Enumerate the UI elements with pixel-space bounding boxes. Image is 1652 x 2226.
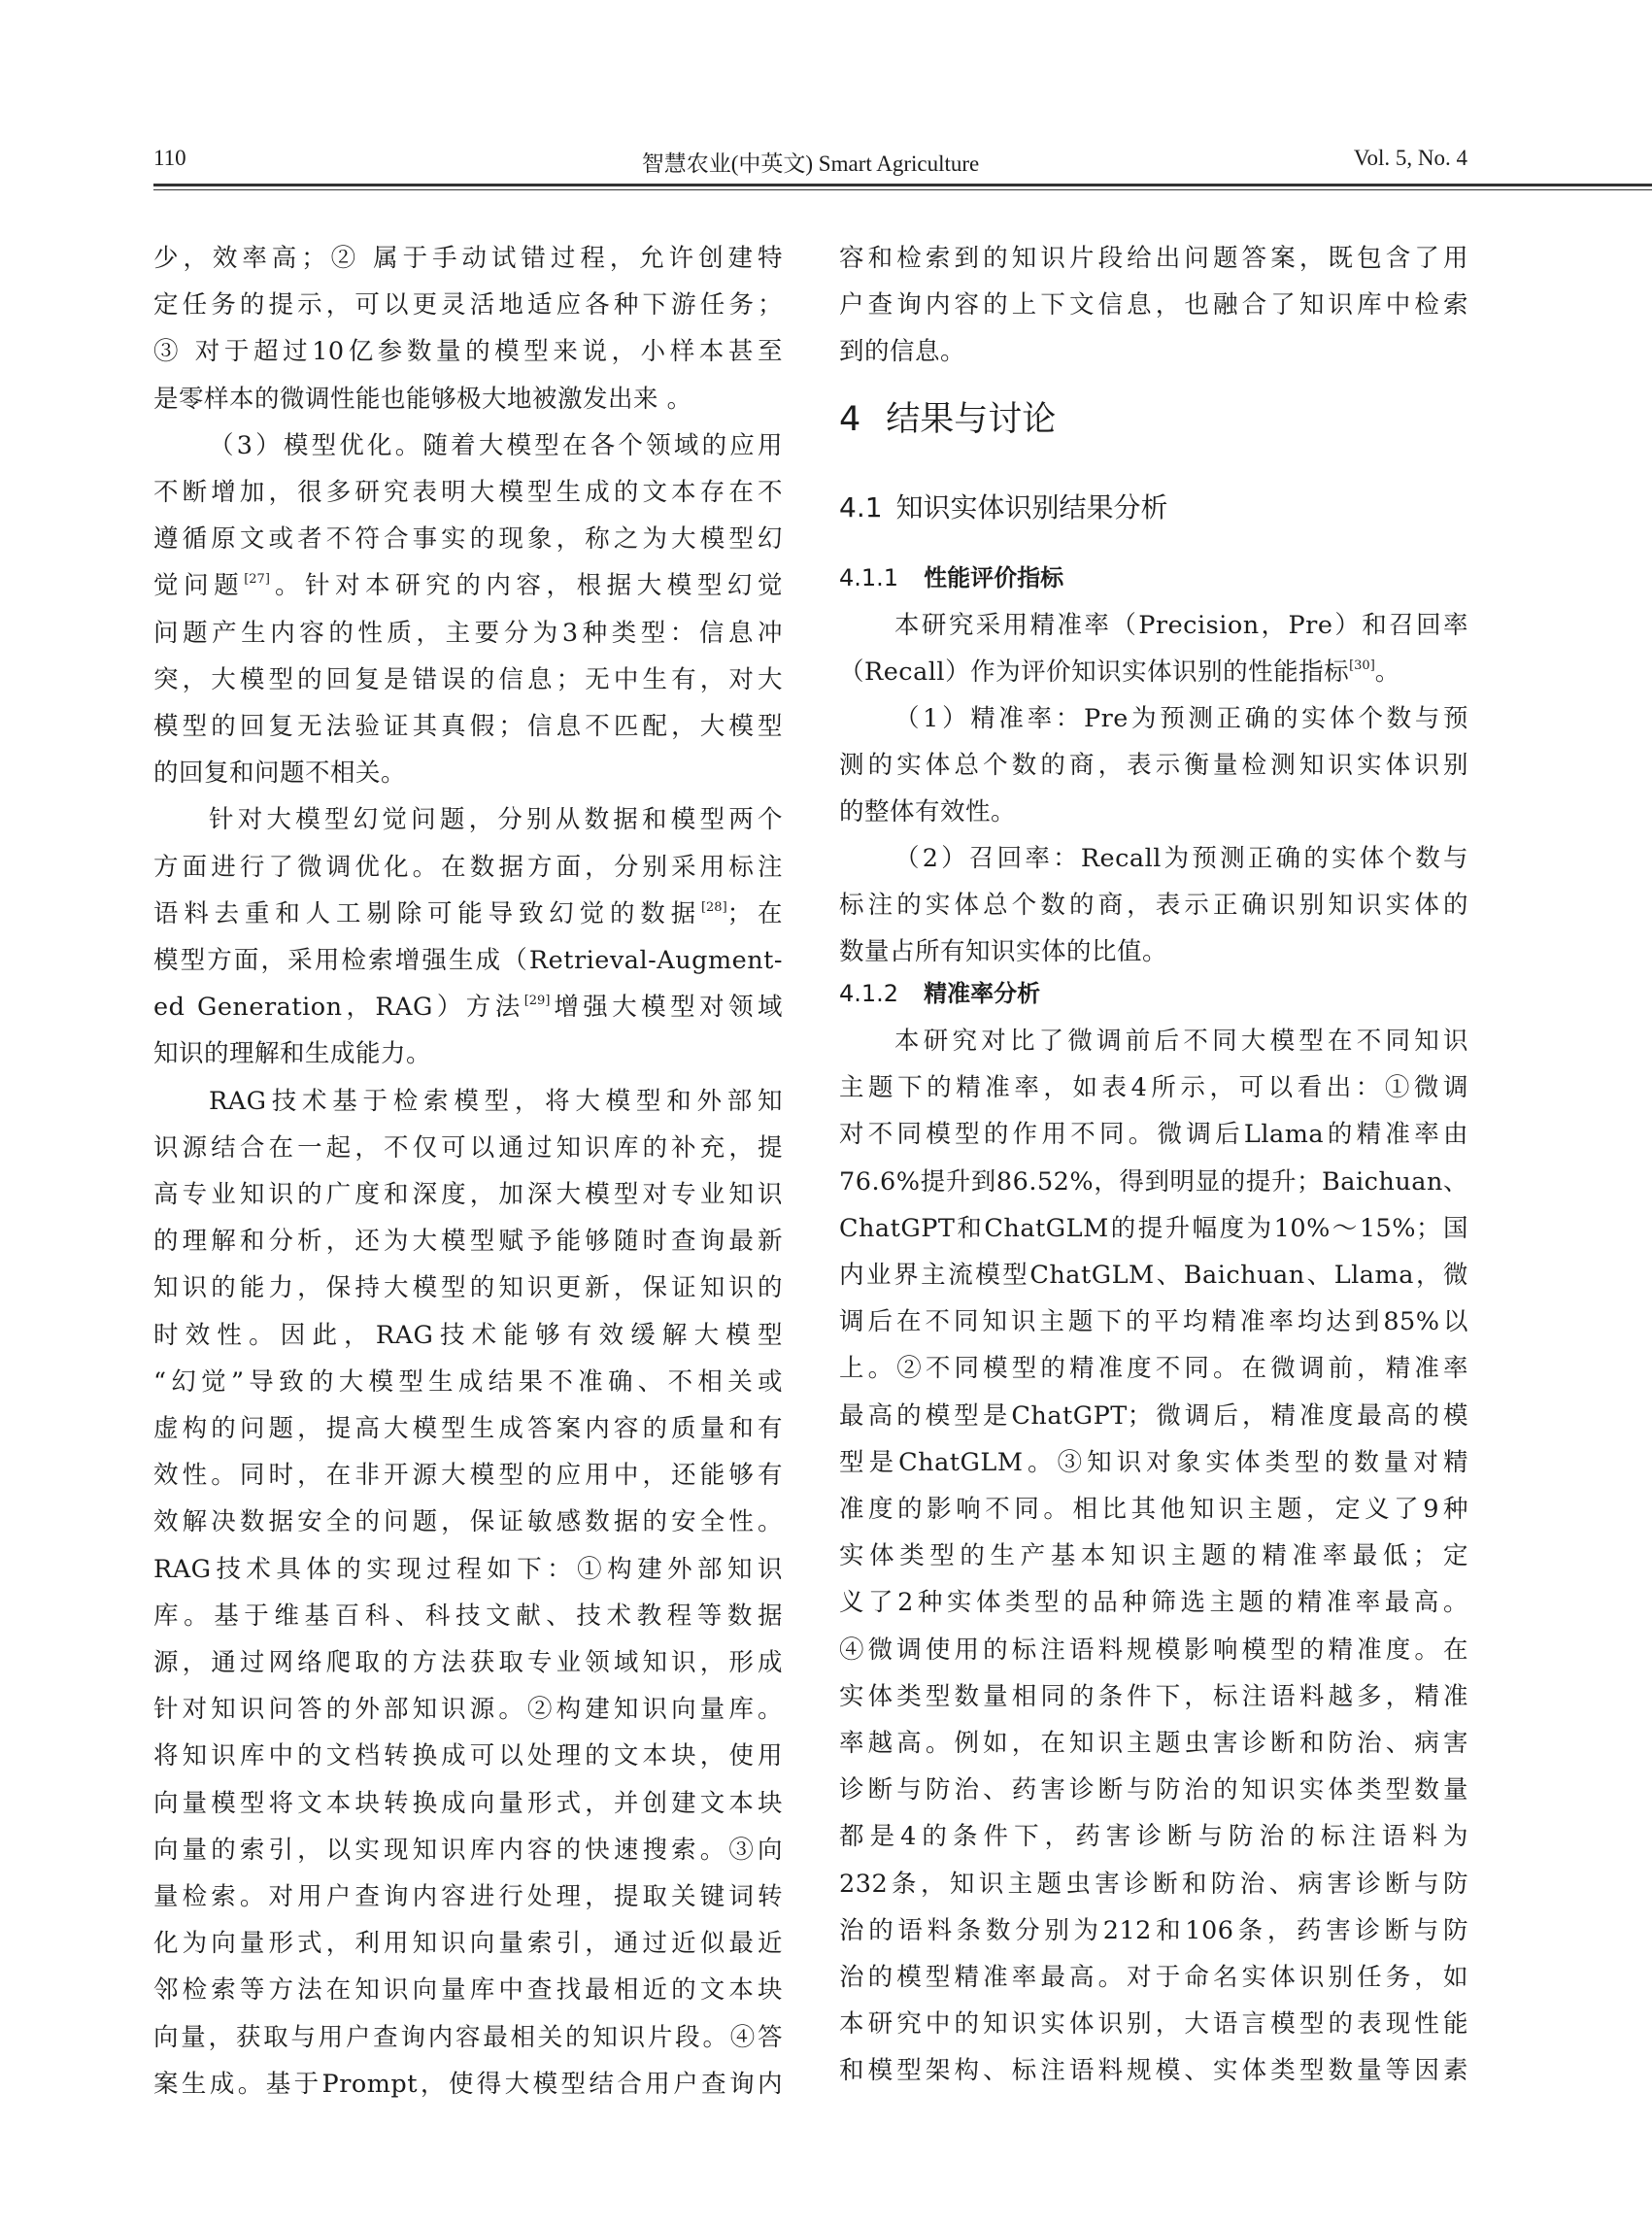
- text-line: 232条，知识主题虫害诊断和防治、病害诊断与防: [839, 1869, 1468, 1899]
- text-line: 的整体有效性。: [839, 797, 1017, 826]
- text-line: 调后在不同知识主题下的平均精准率均达到85%以: [839, 1307, 1468, 1337]
- text-line: “幻觉”导致的大模型生成结果不准确、不相关或: [153, 1366, 783, 1397]
- text-line: ④微调使用的标注语料规模影响模型的精准度。在: [839, 1635, 1468, 1665]
- text-line: 容和检索到的知识片段给出问题答案，既包含了用: [839, 244, 1468, 273]
- text-line: 76.6%提升到86.52%，得到明显的提升；Baichuan、: [839, 1166, 1468, 1197]
- citation-ref: [27]: [244, 572, 270, 588]
- text-line: RAG技术具体的实现过程如下：①构建外部知识: [153, 1554, 783, 1584]
- text-line: 最高的模型是ChatGPT；微调后，精准度最高的模: [839, 1400, 1468, 1431]
- text-line: 实体类型的生产基本知识主题的精准率最低；定: [839, 1541, 1468, 1571]
- text-line: 本研究中的知识实体识别，大语言模型的表现性能: [839, 2009, 1468, 2040]
- text-line: 问题产生内容的性质，主要分为3种类型：信息冲: [153, 618, 783, 648]
- header-rule-thin: [153, 189, 1652, 190]
- text-line: ChatGPT和ChatGLM的提升幅度为10%～15%；国: [839, 1213, 1468, 1243]
- text-line: 向量的索引，以实现知识库内容的快速搜索。③向: [153, 1835, 783, 1865]
- text-line: 效解决数据安全的问题，保证敏感数据的安全性。: [153, 1507, 783, 1537]
- text-line: （2）召回率：Recall为预测正确的实体个数与: [894, 844, 1468, 873]
- text-line: 库。基于维基百科、科技文献、技术教程等数据: [153, 1601, 783, 1631]
- volume-issue: Vol. 5, No. 4: [1353, 146, 1467, 170]
- section-heading-4-1: 4.1 知识实体识别结果分析: [839, 491, 1168, 523]
- text-line: 到的信息。: [839, 337, 966, 366]
- text-line: 突，大模型的回复是错误的信息；无中生有，对大: [153, 664, 783, 694]
- text-line: 对不同模型的作用不同。微调后Llama的精准率由: [839, 1120, 1468, 1150]
- journal-title: 智慧农业(中英文) Smart Agriculture: [641, 152, 980, 176]
- text-line: 实体类型数量相同的条件下，标注语料越多，精准: [839, 1681, 1468, 1711]
- section-heading-4: 4 结果与讨论: [839, 400, 1057, 439]
- text-line: 不断增加，很多研究表明大模型生成的文本存在不: [153, 478, 783, 507]
- citation-ref: [30]: [1349, 658, 1375, 673]
- text-line: 上。②不同模型的精准度不同。在微调前，精准率: [839, 1354, 1468, 1384]
- text-line: 定任务的提示，可以更灵活地适应各种下游任务；: [153, 290, 783, 320]
- text-line: 的理解和分析，还为大模型赋予能够随时查询最新: [153, 1227, 783, 1257]
- section-heading-4-1-2: 4.1.2 精准率分析: [839, 980, 1041, 1007]
- citation-ref: [29]: [523, 994, 551, 1009]
- text-line: 少，效率高；② 属于手动试错过程，允许创建特: [153, 244, 783, 273]
- text-line: 效性。同时，在非开源大模型的应用中，还能够有: [153, 1461, 783, 1491]
- citation-ref: [28]: [700, 899, 727, 915]
- text-line: 方面进行了微调优化。在数据方面，分别采用标注: [153, 852, 783, 882]
- text-line: 户查询内容的上下文信息，也融合了知识库中检索: [839, 290, 1468, 320]
- text-line: 义了2种实体类型的品种筛选主题的精准率最高。: [839, 1588, 1468, 1618]
- section-heading-4-1-1: 4.1.1 性能评价指标: [839, 564, 1064, 591]
- text-line: 针对大模型幻觉问题，分别从数据和模型两个: [209, 805, 783, 835]
- text-line: 识源结合在一起，不仅可以通过知识库的补充，提: [153, 1132, 783, 1163]
- running-header: [153, 146, 1467, 185]
- text-line: 案生成。基于Prompt，使得大模型结合用户查询内: [153, 2069, 783, 2099]
- text-line: RAG技术基于检索模型，将大模型和外部知: [209, 1086, 783, 1116]
- text-line: 模型的回复无法验证其真假；信息不匹配，大模型: [153, 712, 783, 741]
- text-line: 向量模型将文本块转换成向量形式，并创建文本块: [153, 1788, 783, 1818]
- text-line: （Recall）作为评价知识实体识别的性能指标[30]。: [839, 658, 1400, 687]
- text-line: 治的语料条数分别为212和106条，药害诊断与防: [839, 1915, 1468, 1945]
- text-line: 向量，获取与用户查询内容最相关的知识片段。④答: [153, 2022, 783, 2052]
- text-line: 本研究采用精准率（Precision，Pre）和召回率: [894, 611, 1468, 640]
- text-line: 是零样本的微调性能也能够极大地被激发出来 。: [153, 384, 692, 414]
- page-number: 110: [153, 146, 186, 170]
- text-line: 型是ChatGLM。③知识对象实体类型的数量对精: [839, 1447, 1468, 1477]
- text-line: 模型方面，采用检索增强生成（Retrieval-Augment-: [153, 946, 783, 975]
- text-line: 率越高。例如，在知识主题虫害诊断和防治、病害: [839, 1729, 1468, 1758]
- text-line: 治的模型精准率最高。对于命名实体识别任务，如: [839, 1963, 1468, 1992]
- text-line: ed Generation，RAG）方法[29]增强大模型对领域: [153, 993, 783, 1023]
- text-line: 主题下的精准率，如表4所示，可以看出：①微调: [839, 1073, 1468, 1103]
- text-line: 时效性。因此，RAG技术能够有效缓解大模型: [153, 1320, 783, 1350]
- text-line: 诊断与防治、药害诊断与防治的知识实体类型数量: [839, 1775, 1468, 1805]
- text-line: 虚构的问题，提高大模型生成答案内容的质量和有: [153, 1414, 783, 1443]
- text-line: 高专业知识的广度和深度，加深大模型对专业知识: [153, 1180, 783, 1209]
- text-line: 针对知识问答的外部知识源。②构建知识向量库。: [153, 1695, 783, 1725]
- text-line: 和模型架构、标注语料规模、实体类型数量等因素: [839, 2056, 1468, 2086]
- text-line: （1）精准率：Pre为预测正确的实体个数与预: [894, 704, 1468, 733]
- text-line: 语料去重和人工剔除可能导致幻觉的数据[28]；在: [153, 898, 783, 928]
- text-line: 邻检索等方法在知识向量库中查找最相近的文本块: [153, 1975, 783, 2006]
- text-line: 知识的理解和生成能力。: [153, 1039, 432, 1069]
- text-line: 本研究对比了微调前后不同大模型在不同知识: [894, 1027, 1468, 1056]
- text-line: （3）模型优化。随着大模型在各个领域的应用: [209, 430, 783, 460]
- text-line: 觉问题[27]。针对本研究的内容，根据大模型幻觉: [153, 571, 783, 601]
- text-line: 数量占所有知识实体的比值。: [839, 937, 1168, 966]
- text-line: 测的实体总个数的商，表示衡量检测知识实体识别: [839, 751, 1468, 780]
- text-line: 量检索。对用户查询内容进行处理，提取关键词转: [153, 1882, 783, 1911]
- header-rule-thick: [153, 184, 1652, 186]
- text-line: 化为向量形式，利用知识向量索引，通过近似最近: [153, 1929, 783, 1959]
- text-line: 源，通过网络爬取的方法获取专业领域知识，形成: [153, 1648, 783, 1677]
- text-line: ③ 对于超过10亿参数量的模型来说，小样本甚至: [153, 337, 783, 367]
- text-line: 都是4的条件下，药害诊断与防治的标注语料为: [839, 1822, 1468, 1852]
- text-line: 准度的影响不同。相比其他知识主题，定义了9种: [839, 1495, 1468, 1524]
- text-line: 内业界主流模型ChatGLM、Baichuan、Llama，微: [839, 1261, 1468, 1290]
- text-line: 遵循原文或者不符合事实的现象，称之为大模型幻: [153, 524, 783, 555]
- text-line: 的回复和问题不相关。: [153, 759, 407, 789]
- text-line: 标注的实体总个数的商，表示正确识别知识实体的: [839, 891, 1468, 920]
- text-line: 知识的能力，保持大模型的知识更新，保证知识的: [153, 1273, 783, 1303]
- text-line: 将知识库中的文档转换成可以处理的文本块，使用: [153, 1741, 783, 1771]
